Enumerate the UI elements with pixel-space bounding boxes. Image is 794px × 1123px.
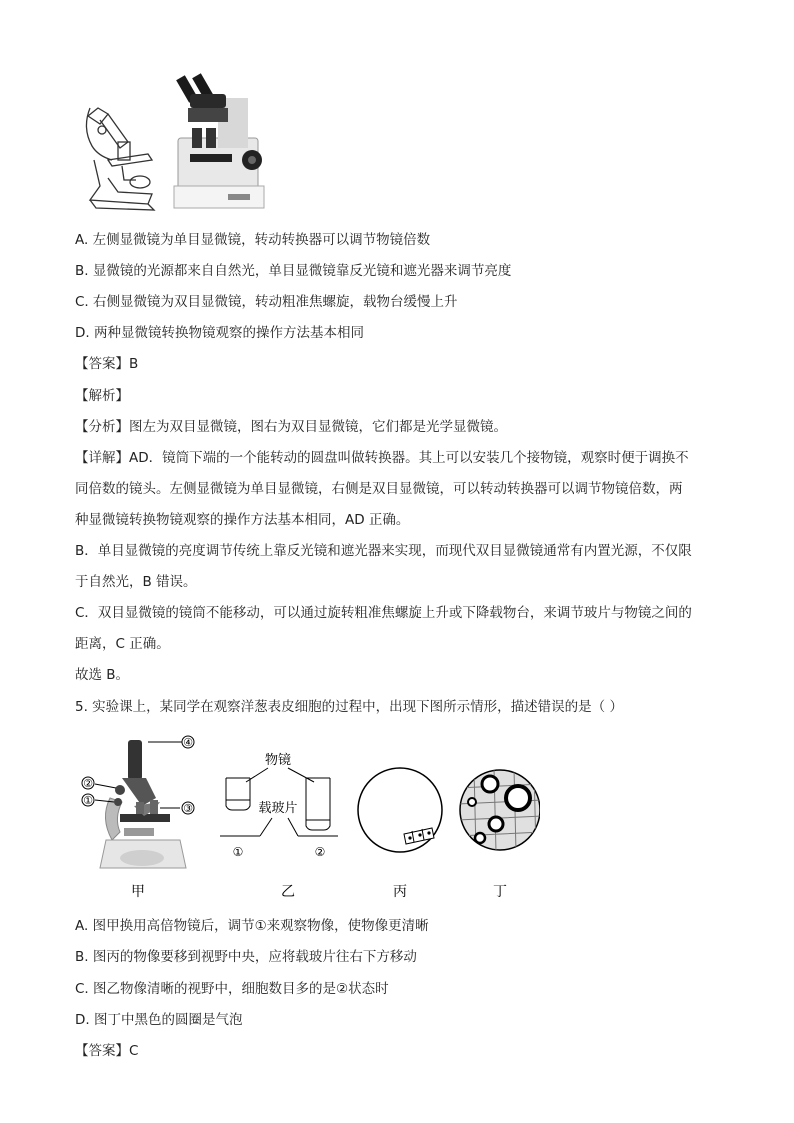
q5-figure	[70, 728, 540, 904]
objective-label: 物镜	[264, 753, 292, 768]
microscope-pictures	[78, 68, 278, 216]
label-3: ③	[183, 802, 193, 815]
q4-analysis-line: B．单目显微镜的亮度调节传统上靠反光镜和遮光器来实现，而现代双目显微镜通常有内置光源，不仅限	[75, 543, 692, 559]
label-1: ①	[83, 794, 93, 807]
q5-option-b: B. 图丙的物像要移到视野中央，应将载玻片往右下方移动	[75, 949, 417, 965]
q4-analysis-line: 同倍数的镜头。左侧显微镜为单目显微镜，右侧是双目显微镜，可以转动转换器可以调节物镜倍数，两	[75, 481, 683, 497]
state-1-label: ①	[232, 845, 244, 859]
label-2: ②	[83, 777, 93, 790]
monocular-microscope-drawing	[86, 108, 154, 210]
caption-jia: 甲	[131, 884, 145, 900]
q4-option-c: C. 右侧显微镜为双目显微镜，转动粗准焦螺旋，载物台缓慢上升	[75, 294, 458, 310]
q5-figure-svg	[70, 728, 540, 904]
q4-analysis-line: 距离，C 正确。	[75, 636, 170, 652]
q5-option-c: C. 图乙物像清晰的视野中，细胞数目多的是②状态时	[75, 981, 389, 997]
q4-analysis-heading: 【解析】	[75, 388, 129, 404]
q4-analysis-line: C．双目显微镜的镜筒不能移动，可以通过旋转粗准焦螺旋上升或下降载物台，来调节玻片与物镜之间的	[75, 605, 692, 621]
caption-bing: 丙	[393, 884, 407, 900]
q4-answer: 【答案】B	[75, 356, 139, 372]
caption-ding: 丁	[493, 884, 507, 900]
q4-analysis-line: 【分析】图左为双目显微镜，图右为双目显微镜，它们都是光学显微镜。	[75, 419, 507, 435]
figure-jia-microscope	[82, 736, 194, 900]
caption-yi: 乙	[281, 884, 295, 900]
q4-conclusion: 故选 B。	[75, 667, 130, 683]
q4-option-b: B. 显微镜的光源都来自自然光，单目显微镜靠反光镜和遮光器来调节亮度	[75, 263, 512, 279]
binocular-microscope-photo	[174, 73, 264, 208]
q4-analysis-line: 【详解】AD．镜筒下端的一个能转动的圆盘叫做转换器。其上可以安装几个接物镜，观察时便于调换不	[75, 450, 689, 466]
figure-ding-field-of-view	[458, 768, 540, 900]
q5-option-a: A. 图甲换用高倍物镜后，调节①来观察物像，使物像更清晰	[75, 918, 429, 934]
figure-bing-field-of-view	[358, 768, 442, 900]
q5-stem: 5. 实验课上，某同学在观察洋葱表皮细胞的过程中，出现下图所示情形，描述错误的是（ ）	[75, 699, 623, 715]
q4-option-d: D. 两种显微镜转换物镜观察的操作方法基本相同	[75, 325, 364, 341]
figure-yi-objectives	[220, 752, 338, 900]
q4-analysis-line: 种显微镜转换物镜观察的操作方法基本相同，AD 正确。	[75, 512, 410, 528]
monocular-and-binocular-microscopes	[78, 68, 278, 216]
q5-answer: 【答案】C	[75, 1043, 139, 1059]
slide-label: 载玻片	[258, 801, 298, 816]
q4-analysis-line: 于自然光，B 错误。	[75, 574, 197, 590]
q5-option-d: D. 图丁中黑色的圆圈是气泡	[75, 1012, 243, 1028]
label-4: ④	[183, 736, 193, 749]
q4-option-a: A. 左侧显微镜为单目显微镜，转动转换器可以调节物镜倍数	[75, 232, 431, 248]
state-2-label: ②	[314, 845, 326, 859]
